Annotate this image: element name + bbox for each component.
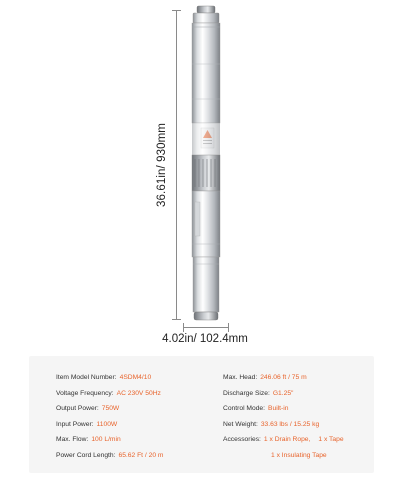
spec-label: Power Cord Length:	[56, 451, 116, 459]
spec-label: Item Model Number:	[56, 374, 117, 381]
spec-value: 33.63 lbs / 15.25 kg	[260, 420, 320, 428]
spec-row	[223, 386, 344, 402]
spec-value: 65.62 Ft / 20 m	[118, 451, 164, 459]
spec-value: Built-in	[268, 405, 289, 413]
spec-value-secondary: 1 x Tape	[318, 436, 344, 444]
spec-row	[56, 386, 163, 402]
spec-label: Voltage Frequency:	[56, 389, 114, 397]
specs-left-column	[56, 370, 163, 464]
spec-row	[56, 370, 163, 386]
spec-label: Max. Head:	[223, 374, 258, 381]
width-dimension-label: 4.02in/ 102.4mm	[162, 333, 248, 345]
spec-value: 750W	[101, 405, 120, 413]
spec-value: 1100W	[96, 420, 118, 428]
width-dimension-line	[183, 327, 229, 328]
spec-row	[56, 432, 163, 448]
spec-value-accessories-extra: 1 x Insulating Tape	[271, 451, 327, 459]
spec-value: AC 230V 50Hz	[116, 389, 161, 397]
spec-row	[223, 432, 344, 448]
spec-row	[56, 417, 163, 433]
spec-label: Accessories:	[223, 436, 261, 444]
spec-label: Input Power:	[56, 420, 94, 428]
spec-label: Discharge Size:	[223, 389, 270, 397]
specifications-card	[29, 356, 374, 473]
height-dimension-label: 36.61in/ 930mm	[156, 123, 168, 207]
specs-right-column	[223, 370, 344, 464]
spec-label: Output Power:	[56, 405, 99, 413]
spec-row	[56, 448, 163, 464]
spec-row	[56, 401, 163, 417]
submersible-pump-illustration	[183, 4, 229, 322]
spec-row	[223, 417, 344, 433]
height-dimension-line	[176, 10, 177, 320]
spec-value: 100 L/min	[91, 436, 121, 444]
spec-value: 4SDM4/10	[119, 374, 152, 381]
spec-value: 1 x Drain Rope,	[263, 436, 311, 444]
spec-row	[223, 370, 344, 386]
spec-label: Net Weight:	[223, 420, 258, 428]
spec-label: Control Mode:	[223, 405, 266, 413]
spec-label: Max. Flow:	[56, 436, 89, 444]
width-dimension-label-wrap	[0, 333, 402, 345]
spec-value: 246.06 ft / 75 m	[260, 374, 307, 381]
spec-row	[223, 448, 344, 464]
spec-value: G1.25"	[272, 389, 294, 397]
spec-row	[223, 401, 344, 417]
